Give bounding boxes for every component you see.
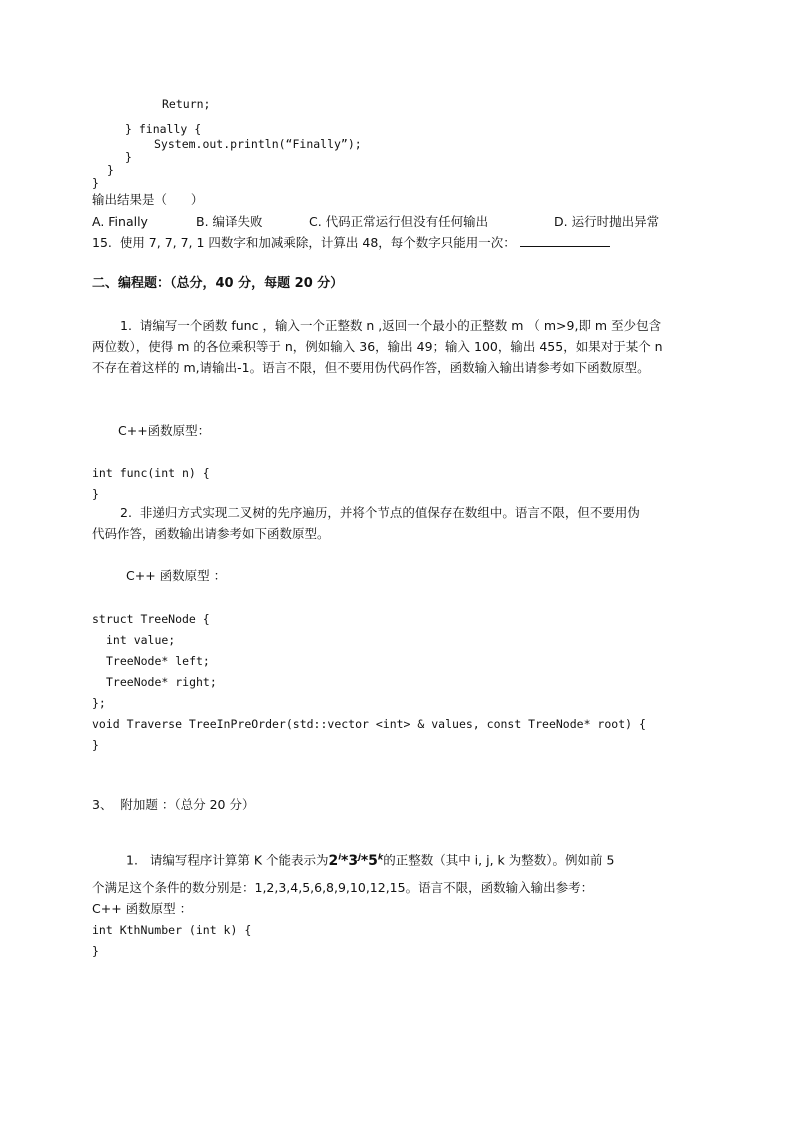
s2-p2-code-3: TreeNode* left; bbox=[106, 654, 210, 668]
s2-p2-code-6: void Traverse TreeInPreOrder(std::vector <int> & values, const TreeNode* root) { bbox=[92, 717, 646, 731]
q14-option-d: D. 运行时抛出异常 bbox=[554, 214, 660, 229]
q14-option-b: B. 编译失败 bbox=[196, 214, 263, 229]
q14-prompt: 输出结果是（ ） bbox=[92, 192, 204, 207]
q14-option-a: A. Finally bbox=[92, 214, 148, 229]
q14-option-c: C. 代码正常运行但没有任何输出 bbox=[309, 214, 489, 229]
section3-heading: 3、 附加题 ：（总分 20 分） bbox=[92, 797, 255, 812]
s3-p1-prefix: 1. 请编写程序计算第 K 个能表示为 bbox=[126, 852, 329, 868]
q15-text bbox=[92, 235, 610, 251]
s2-p1-line3: 不存在着这样的 m,请输出-1。语言不限，但不要用伪代码作答，函数输入输出请参考如下函数原型。 bbox=[92, 360, 650, 375]
s2-p1-line1: 1. 请编写一个函数 func ，输入一个正整数 n ,返回一个最小的正整数 m （ m>9,即 m 至少包含 bbox=[120, 318, 662, 333]
s3-proto-label: C++ 函数原型 ： bbox=[92, 901, 193, 916]
s2-p1-proto-label: C++函数原型： bbox=[118, 423, 211, 438]
s3-p1-suffix: 的正整数（其中 i, j, k 为整数）。例如前 5 bbox=[383, 852, 615, 868]
section2-heading: 二、编程题：（总分，40 分，每题 20 分） bbox=[92, 276, 344, 291]
s2-p2-code-1: struct TreeNode { bbox=[92, 612, 210, 626]
s2-p2-code-5: }; bbox=[92, 696, 106, 710]
s2-p2-proto-label: C++ 函数原型 ： bbox=[126, 568, 227, 583]
s3-p1-formula: 2$^i$*3$^j$*5$^k$ bbox=[328, 852, 384, 869]
s2-p2-code-7: } bbox=[92, 738, 99, 752]
code-return-line: Return; bbox=[162, 97, 211, 111]
code-close-brace-2: } bbox=[107, 163, 114, 177]
s2-p1-code-1: int func(int n) { bbox=[92, 466, 210, 480]
s2-p1-line2: 两位数），使得 m 的各位乘积等于 n，例如输入 36，输出 49；输入 100，输出 455，如果对于某个 n bbox=[92, 339, 663, 354]
code-println-line: System.out.println(“Finally”); bbox=[154, 137, 362, 151]
q15-text-content: 15. 使用 7, 7, 7, 1 四数字和加减乘除，计算出 48，每个数字只能用一次： bbox=[92, 235, 516, 250]
s3-code-2: } bbox=[92, 944, 99, 958]
s2-p2-line2: 代码作答，函数输出请参考如下函数原型。 bbox=[92, 526, 330, 541]
s3-p1-line1 bbox=[126, 849, 614, 869]
code-finally-line: } finally { bbox=[125, 122, 202, 136]
s2-p2-code-4: TreeNode* right; bbox=[106, 675, 217, 689]
s3-p1-line2: 个满足这个条件的数分别是：1,2,3,4,5,6,8,9,10,12,15。语言不限，函数输入输出参考： bbox=[92, 880, 594, 895]
s2-p2-code-2: int value; bbox=[106, 633, 176, 647]
code-close-brace-1: } bbox=[125, 150, 132, 164]
q15-answer-blank bbox=[520, 235, 610, 247]
code-close-brace-3: } bbox=[92, 176, 99, 190]
s2-p1-code-2: } bbox=[92, 487, 99, 501]
s3-code-1: int KthNumber (int k) { bbox=[92, 923, 252, 937]
s2-p2-line1: 2. 非递归方式实现二叉树的先序遍历，并将个节点的值保存在数组中。语言不限，但不要用伪 bbox=[120, 505, 640, 520]
